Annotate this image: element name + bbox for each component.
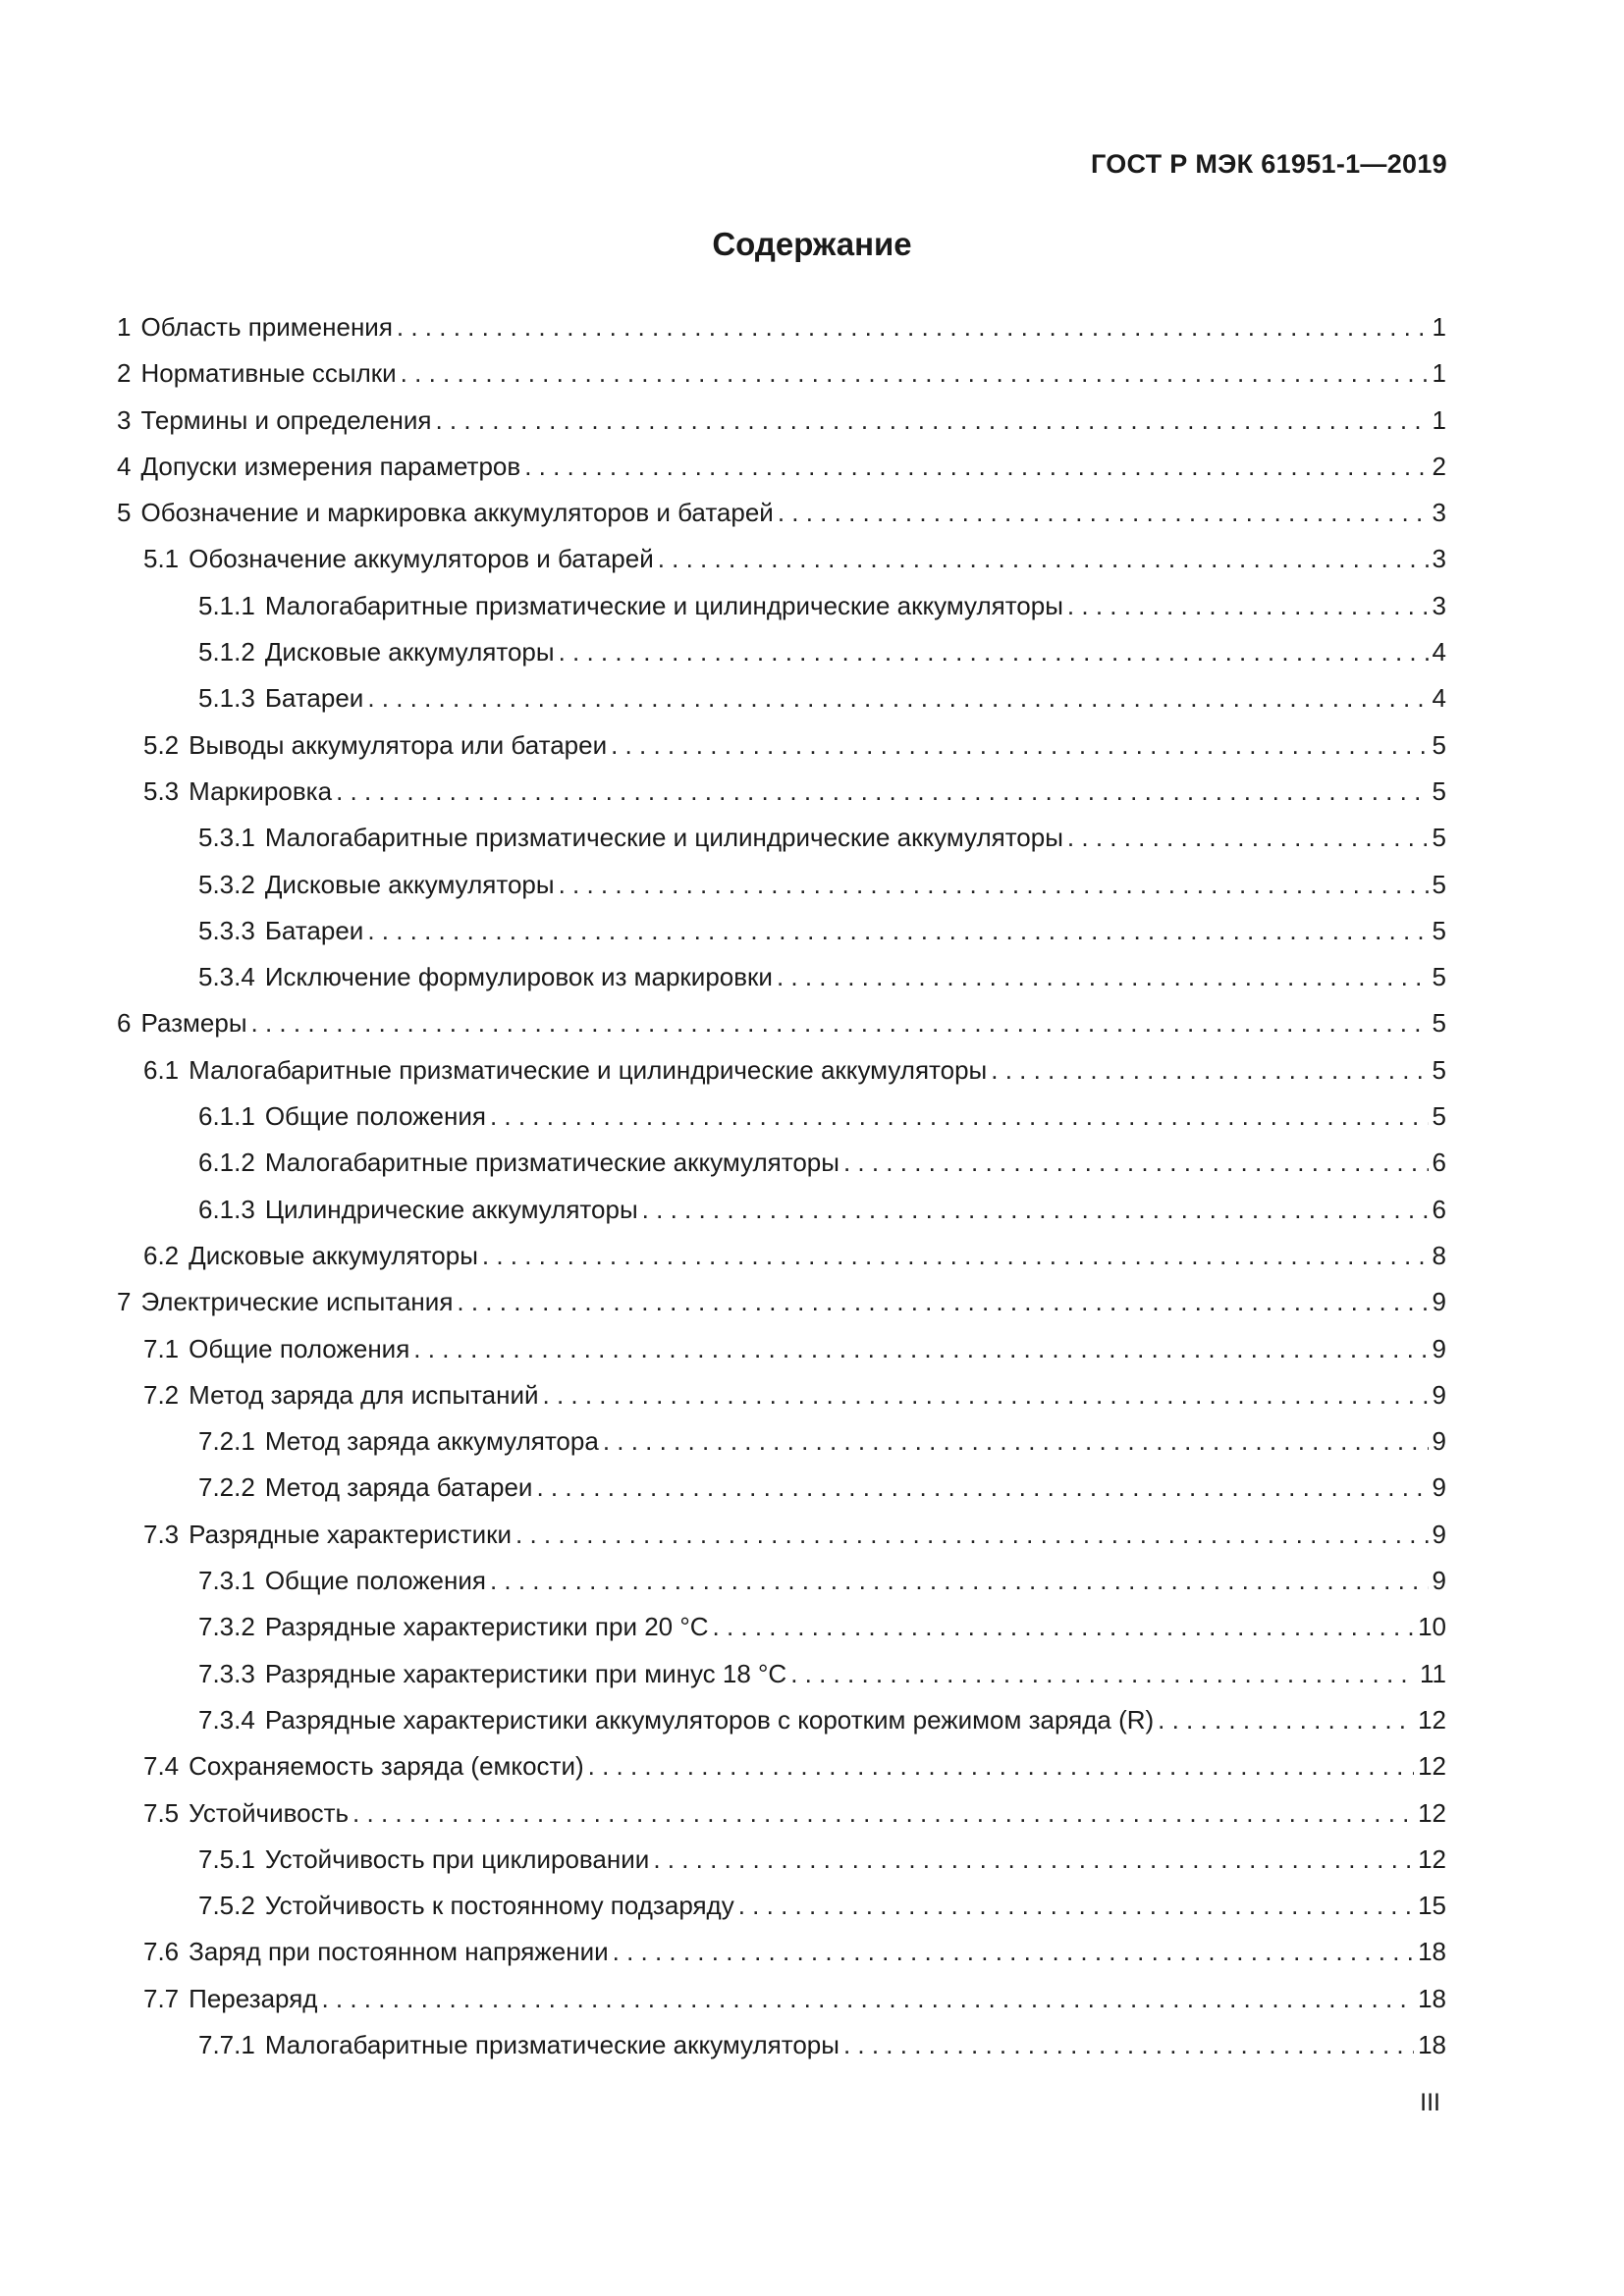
toc-entry[interactable] (117, 1140, 1446, 1186)
toc-entry-number: 7.6 (143, 1937, 180, 1967)
toc-dot-leader (611, 722, 1428, 769)
toc-entry[interactable] (117, 908, 1446, 954)
toc-dot-leader (642, 1187, 1429, 1233)
toc-entry-page: 4 (1432, 637, 1446, 667)
toc-entry-page: 8 (1432, 1240, 1446, 1270)
toc-entry[interactable] (117, 1697, 1446, 1743)
toc-entry[interactable] (117, 1743, 1446, 1789)
toc-title: Содержание (712, 226, 912, 262)
toc-entry-number: 7.5.1 (198, 1843, 255, 1874)
toc-entry-title: Дисковые аккумуляторы (264, 869, 555, 899)
toc-entry-page: 6 (1432, 1194, 1446, 1224)
toc-dot-leader (401, 350, 1429, 397)
toc-entry-page: 9 (1432, 1379, 1446, 1410)
toc-entry-page: 5 (1432, 823, 1446, 853)
toc-dot-leader (658, 536, 1429, 582)
toc-dot-leader (603, 1418, 1429, 1465)
toc-entry-title: Малогабаритные призматические и цилиндрические аккумуляторы (264, 590, 1063, 620)
toc-entry-title: Нормативные ссылки (140, 358, 397, 389)
toc-entry-title: Размеры (140, 1008, 247, 1039)
toc-entry-page: 5 (1432, 869, 1446, 899)
toc-entry-number: 5.1.1 (198, 590, 255, 620)
toc-entry-number: 5.2 (143, 729, 180, 760)
toc-entry[interactable] (117, 1047, 1446, 1094)
page-number: III (1420, 2089, 1440, 2116)
toc-entry-page: 5 (1432, 962, 1446, 992)
toc-entry-number: 3 (117, 404, 132, 435)
toc-dot-leader (843, 1140, 1429, 1186)
toc-entry-number: 5.3.1 (198, 823, 255, 853)
toc-entry-title: Метод заряда для испытаний (189, 1379, 539, 1410)
toc-entry-page: 9 (1432, 1519, 1446, 1549)
toc-entry[interactable] (117, 1837, 1446, 1883)
toc-entry[interactable] (117, 1558, 1446, 1604)
toc-entry-number: 7.3 (143, 1519, 180, 1549)
toc-entry-number: 7.3.3 (198, 1658, 255, 1688)
toc-entry-number: 7.4 (143, 1751, 180, 1782)
toc-dot-leader (991, 1047, 1428, 1094)
toc-entry[interactable] (117, 1233, 1446, 1279)
toc-entry-number: 6.1.3 (198, 1194, 255, 1224)
toc-entry-page: 15 (1418, 1891, 1446, 1921)
toc-entry[interactable] (117, 1512, 1446, 1558)
toc-entry-title: Малогабаритные призматические и цилиндрические аккумуляторы (264, 823, 1063, 853)
toc-entry-title: Малогабаритные призматические и цилиндрические аккумуляторы (189, 1054, 988, 1085)
toc-entry[interactable] (117, 1187, 1446, 1233)
toc-entry[interactable] (117, 629, 1446, 675)
toc-entry-title: Малогабаритные призматические аккумуляторы (264, 1148, 839, 1178)
toc-entry[interactable] (117, 1790, 1446, 1837)
toc-entry-title: Маркировка (189, 775, 333, 806)
toc-entry-page: 12 (1418, 1751, 1446, 1782)
toc-entry-number: 5.3.4 (198, 962, 255, 992)
toc-entry[interactable] (117, 304, 1446, 350)
toc-entry-number: 1 (117, 312, 132, 342)
toc-dot-leader (490, 1558, 1429, 1604)
toc-entry[interactable] (117, 1418, 1446, 1465)
toc-entry-number: 7.2.1 (198, 1426, 255, 1457)
toc-entry[interactable] (117, 350, 1446, 397)
toc-entry-title: Устойчивость (189, 1797, 350, 1828)
toc-entry-title: Сохраняемость заряда (емкости) (189, 1751, 584, 1782)
toc-dot-leader (559, 862, 1429, 908)
toc-entry[interactable] (117, 769, 1446, 815)
toc-dot-leader (251, 1000, 1429, 1046)
toc-entry-page: 11 (1420, 1658, 1446, 1688)
toc-entry[interactable] (117, 583, 1446, 629)
toc-entry[interactable] (117, 954, 1446, 1000)
toc-dot-leader (843, 2022, 1414, 2068)
toc-dot-leader (777, 954, 1429, 1000)
toc-entry[interactable] (117, 1094, 1446, 1140)
toc-entry-page: 9 (1432, 1426, 1446, 1457)
toc-entry-page: 9 (1432, 1287, 1446, 1317)
toc-dot-leader (653, 1837, 1414, 1883)
toc-dot-leader (336, 769, 1428, 815)
toc-dot-leader (435, 398, 1428, 444)
toc-dot-leader (352, 1790, 1414, 1837)
toc-entry-title: Батареи (264, 683, 364, 714)
toc-dot-leader (713, 1604, 1415, 1650)
toc-entry-page: 1 (1432, 312, 1446, 342)
toc-entry-title: Заряд при постоянном напряжении (189, 1937, 609, 1967)
toc-entry-page: 18 (1418, 1983, 1446, 2013)
toc-entry-page: 10 (1418, 1612, 1446, 1642)
toc-entry-title: Электрические испытания (140, 1287, 454, 1317)
toc-entry[interactable] (117, 536, 1446, 582)
toc-dot-leader (457, 1279, 1428, 1325)
toc-entry-page: 3 (1432, 498, 1446, 528)
toc-entry-page: 4 (1432, 683, 1446, 714)
toc-entry-title: Устойчивость к постоянному подзаряду (264, 1891, 734, 1921)
toc-entry-title: Общие положения (264, 1101, 486, 1132)
toc-entry[interactable] (117, 1326, 1446, 1372)
toc-entry[interactable] (117, 1465, 1446, 1511)
toc-dot-leader (397, 304, 1429, 350)
toc-entry-page: 12 (1418, 1797, 1446, 1828)
toc-entry[interactable] (117, 1604, 1446, 1650)
toc-entry[interactable] (117, 815, 1446, 861)
toc-entry-title: Допуски измерения параметров (140, 451, 521, 481)
toc-entry-number: 5.3.3 (198, 915, 255, 945)
table-of-contents (117, 304, 1446, 2068)
toc-entry-title: Общие положения (264, 1566, 486, 1596)
toc-entry[interactable] (117, 1000, 1446, 1046)
toc-entry-page: 18 (1418, 1937, 1446, 1967)
toc-entry-number: 7 (117, 1287, 132, 1317)
toc-entry-title: Дисковые аккумуляторы (264, 637, 555, 667)
toc-dot-leader (367, 675, 1428, 721)
toc-entry[interactable] (117, 1279, 1446, 1325)
toc-entry-page: 9 (1432, 1333, 1446, 1363)
toc-entry-number: 5.3.2 (198, 869, 255, 899)
toc-entry[interactable] (117, 398, 1446, 444)
toc-dot-leader (413, 1326, 1428, 1372)
toc-entry[interactable] (117, 444, 1446, 490)
toc-entry[interactable] (117, 1929, 1446, 1975)
toc-entry-page: 1 (1432, 358, 1446, 389)
toc-dot-leader (1067, 815, 1429, 861)
toc-dot-leader (321, 1976, 1414, 2022)
toc-entry-number: 6.1.2 (198, 1148, 255, 1178)
toc-entry[interactable] (117, 2022, 1446, 2068)
toc-entry-number: 7.3.1 (198, 1566, 255, 1596)
toc-entry-page: 3 (1432, 590, 1446, 620)
toc-dot-leader (515, 1512, 1429, 1558)
toc-entry-number: 6.2 (143, 1240, 180, 1270)
toc-dot-leader (482, 1233, 1429, 1279)
toc-entry-title: Исключение формулировок из маркировки (264, 962, 773, 992)
toc-entry-page: 5 (1432, 729, 1446, 760)
toc-entry-title: Термины и определения (140, 404, 432, 435)
toc-entry[interactable] (117, 1651, 1446, 1697)
toc-entry-page: 1 (1432, 404, 1446, 435)
toc-dot-leader (490, 1094, 1429, 1140)
toc-dot-leader (790, 1651, 1416, 1697)
toc-dot-leader (559, 629, 1429, 675)
toc-entry-page: 9 (1432, 1472, 1446, 1503)
toc-dot-leader (778, 490, 1429, 536)
toc-entry-title: Разрядные характеристики при 20 °С (264, 1612, 709, 1642)
toc-dot-leader (367, 908, 1428, 954)
toc-dot-leader (543, 1372, 1429, 1418)
toc-entry-number: 6.1 (143, 1054, 180, 1085)
toc-entry-title: Разрядные характеристики (189, 1519, 513, 1549)
toc-entry-number: 7.1 (143, 1333, 180, 1363)
toc-entry[interactable] (117, 722, 1446, 769)
toc-entry[interactable] (117, 862, 1446, 908)
toc-entry-page: 18 (1418, 2029, 1446, 2059)
toc-entry-title: Разрядные характеристики аккумуляторов с коротким режимом заряда (R) (264, 1704, 1155, 1735)
document-id: ГОСТ Р МЭК 61951-1—2019 (1090, 149, 1447, 179)
toc-entry-number: 7.3.2 (198, 1612, 255, 1642)
toc-entry-number: 5.1 (143, 544, 180, 574)
toc-entry-number: 7.2.2 (198, 1472, 255, 1503)
toc-dot-leader (1067, 583, 1429, 629)
toc-entry-title: Малогабаритные призматические аккумуляторы (264, 2029, 839, 2059)
toc-entry-title: Выводы аккумулятора или батареи (189, 729, 608, 760)
toc-dot-leader (613, 1929, 1414, 1975)
toc-entry[interactable] (117, 675, 1446, 721)
toc-entry[interactable] (117, 490, 1446, 536)
toc-entry-page: 5 (1432, 775, 1446, 806)
toc-entry-title: Устойчивость при циклировании (264, 1843, 650, 1874)
toc-entry-page: 12 (1418, 1843, 1446, 1874)
toc-entry-page: 12 (1418, 1704, 1446, 1735)
toc-entry-title: Общие положения (189, 1333, 410, 1363)
toc-entry-page: 5 (1432, 915, 1446, 945)
toc-dot-leader (524, 444, 1428, 490)
toc-entry-number: 7.3.4 (198, 1704, 255, 1735)
toc-entry[interactable] (117, 1883, 1446, 1929)
toc-entry-number: 7.2 (143, 1379, 180, 1410)
toc-dot-leader (536, 1465, 1428, 1511)
toc-entry-title: Область применения (140, 312, 393, 342)
toc-entry-page: 6 (1432, 1148, 1446, 1178)
toc-entry-title: Метод заряда аккумулятора (264, 1426, 599, 1457)
toc-entry-page: 5 (1432, 1101, 1446, 1132)
toc-entry-title: Обозначение и маркировка аккумуляторов и батарей (140, 498, 774, 528)
toc-entry-number: 7.7 (143, 1983, 180, 2013)
toc-entry-number: 6 (117, 1008, 132, 1039)
toc-entry-number: 5.1.2 (198, 637, 255, 667)
toc-entry-number: 6.1.1 (198, 1101, 255, 1132)
toc-entry-number: 5.3 (143, 775, 180, 806)
toc-entry-title: Батареи (264, 915, 364, 945)
toc-entry-number: 4 (117, 451, 132, 481)
toc-entry-page: 2 (1432, 451, 1446, 481)
toc-entry-title: Метод заряда батареи (264, 1472, 533, 1503)
toc-entry-title: Дисковые аккумуляторы (189, 1240, 478, 1270)
toc-entry-page: 3 (1432, 544, 1446, 574)
toc-dot-leader (588, 1743, 1414, 1789)
toc-entry-title: Цилиндрические аккумуляторы (264, 1194, 638, 1224)
toc-entry-page: 9 (1432, 1566, 1446, 1596)
toc-entry[interactable] (117, 1372, 1446, 1418)
toc-dot-leader (738, 1883, 1414, 1929)
toc-entry-number: 5 (117, 498, 132, 528)
toc-entry[interactable] (117, 1976, 1446, 2022)
toc-entry-number: 7.5.2 (198, 1891, 255, 1921)
toc-entry-number: 7.7.1 (198, 2029, 255, 2059)
toc-entry-number: 5.1.3 (198, 683, 255, 714)
toc-entry-title: Обозначение аккумуляторов и батарей (189, 544, 654, 574)
toc-entry-title: Разрядные характеристики при минус 18 °С (264, 1658, 787, 1688)
toc-entry-number: 2 (117, 358, 132, 389)
toc-entry-number: 7.5 (143, 1797, 180, 1828)
toc-dot-leader (1158, 1697, 1414, 1743)
toc-entry-page: 5 (1432, 1008, 1446, 1039)
toc-entry-page: 5 (1432, 1054, 1446, 1085)
toc-entry-title: Перезаряд (189, 1983, 318, 2013)
